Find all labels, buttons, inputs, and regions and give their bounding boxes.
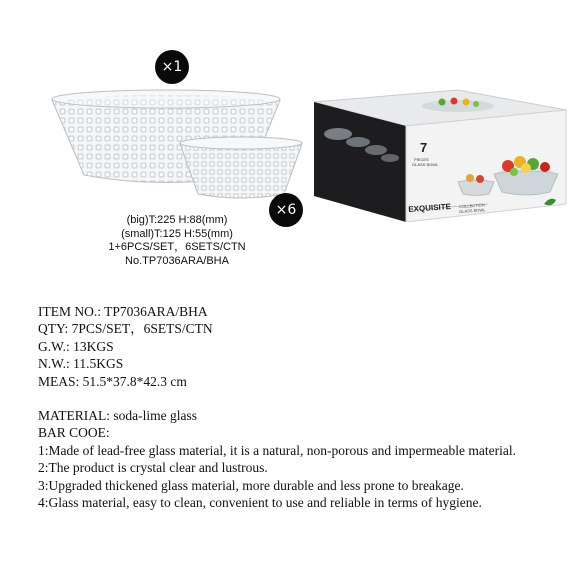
quantity-badge-small — [269, 193, 303, 227]
feature-3: 3:Upgraded thickened glass material, more durable and less prone to breakage. — [38, 477, 464, 493]
small-count-label: ×6 — [275, 202, 297, 218]
item-number: ITEM NO.: TP7036ARA/BHA — [38, 304, 208, 319]
box-pieces-sub-label: GLASS BOWL — [412, 162, 439, 167]
quantity: QTY: 7PCS/SET，6SETS/CTN — [38, 321, 213, 337]
big-count-label: ×1 — [161, 59, 183, 75]
barcode-label: BAR COOE: — [38, 425, 110, 441]
net-weight: N.W.: 11.5KGS — [38, 356, 124, 372]
material: MATERIAL: soda-lime glass — [38, 408, 197, 424]
box-pieces-label: PIECES — [414, 157, 429, 162]
small-bowl — [180, 137, 302, 198]
box-brand-label: EXQUISITE — [408, 202, 452, 214]
box-collection-sub-label: GLASS BOWL — [459, 207, 486, 214]
quantity-badge-big — [155, 50, 189, 84]
feature-2: 2:The product is crystal clear and lustrous. — [38, 460, 268, 476]
box-piece-count: 7 — [420, 140, 428, 155]
gross-weight: G.W.: 13KGS — [38, 338, 114, 354]
big-size-spec: (big)T:225 H:88(mm) — [126, 214, 228, 226]
model-number: No.TP7036ARA/BHA — [125, 254, 229, 267]
size-specs — [92, 214, 262, 268]
small-size-spec: (small)T:125 H:55(mm) — [121, 227, 233, 240]
feature-1: 1:Made of lead-free glass material, it is a natural, non-porous and impermeable material. — [38, 442, 516, 458]
box-collection-label: COLLECTION — [459, 202, 485, 209]
product-details — [38, 303, 558, 511]
feature-4: 4:Glass material, easy to clean, convenient to use and reliable in terms of hygiene. — [38, 495, 482, 511]
measurement: MEAS: 51.5*37.8*42.3 cm — [38, 373, 187, 389]
set-spec: 1+6PCS/SET，6SETS/CTN — [108, 241, 246, 253]
gift-box-illustration — [308, 84, 570, 222]
glass-bowls-illustration — [40, 80, 320, 210]
